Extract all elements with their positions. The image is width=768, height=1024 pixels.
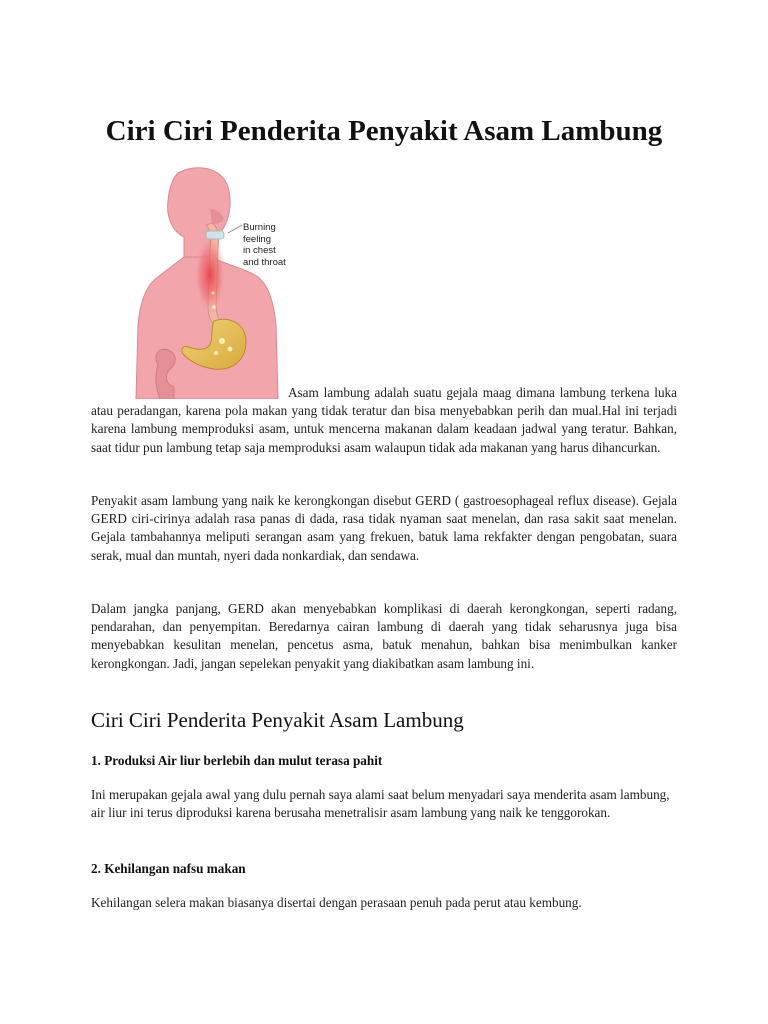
intro-paragraph: Asam lambung adalah suatu gejala maag dimana lambung terkena luka atau peradangan, karena pola makan yang tidak teratur dan bisa menyebabkan perih dan mual.Hal ini terjadi karena lambung memproduksi asam, untuk mencerna makanan dalam keadaan jadwal yang teratur. Bahkan, saat tidur pun lambung tetap saja memproduksi asam walaupun tidak ada makanan yang harus dihancurkan. bbox=[91, 385, 677, 455]
gerd-illustration bbox=[118, 165, 290, 399]
caption-line: Burning bbox=[243, 222, 276, 233]
gerd-paragraph: Penyakit asam lambung yang naik ke kerongkongan disebut GERD ( gastroesophageal reflux disease). Gejala GERD ciri-cirinya adalah rasa panas di dada, rasa tidak nyaman saat menelan, dan rasa sakit saat menelan. Gejala tambahannya meliputi serangan asam yang frekuen, batuk lama rekfakter dengan pengobatan, suara serak, mual dan muntah, nyeri dada nonkardiak, dan sendawa. bbox=[91, 493, 677, 563]
page-title: Ciri Ciri Penderita Penyakit Asam Lambung bbox=[105, 115, 663, 147]
caption-line: in chest bbox=[243, 245, 276, 256]
caption-line: feeling bbox=[243, 233, 271, 245]
item-heading-1: 1. Produksi Air liur berlebih dan mulut terasa pahit bbox=[91, 753, 383, 768]
human-torso-image bbox=[118, 165, 290, 399]
section-heading: Ciri Ciri Penderita Penyakit Asam Lambung bbox=[91, 708, 464, 732]
complication-paragraph: Dalam jangka panjang, GERD akan menyebabkan komplikasi di daerah kerongkongan, seperti radang, pendarahan, dan penyempitan. Beredarnya cairan lambung di daerah yang tidak seharusnya juga bisa menyebabkan kesulitan menelan, pencetus asma, batuk menahun, bahkan bisa menimbulkan kanker kerongkongan. Jadi, jangan sepelekan penyakit yang diakibatkan asam lambung ini. bbox=[91, 601, 677, 671]
item-text-2: Kehilangan selera makan biasanya disertai dengan perasaan penuh pada perut atau kembung. bbox=[91, 895, 582, 910]
item-text-1: Ini merupakan gejala awal yang dulu pernah saya alami saat belum menyadari saya menderita asam lambung, air liur ini terus diproduksi karena berusaha menetralisir asam lambung yang naik ke tenggorokan. bbox=[91, 787, 670, 821]
item-heading-2: 2. Kehilangan nafsu makan bbox=[91, 861, 246, 876]
figure-caption bbox=[243, 222, 303, 268]
caption-line: and throat bbox=[243, 256, 286, 268]
